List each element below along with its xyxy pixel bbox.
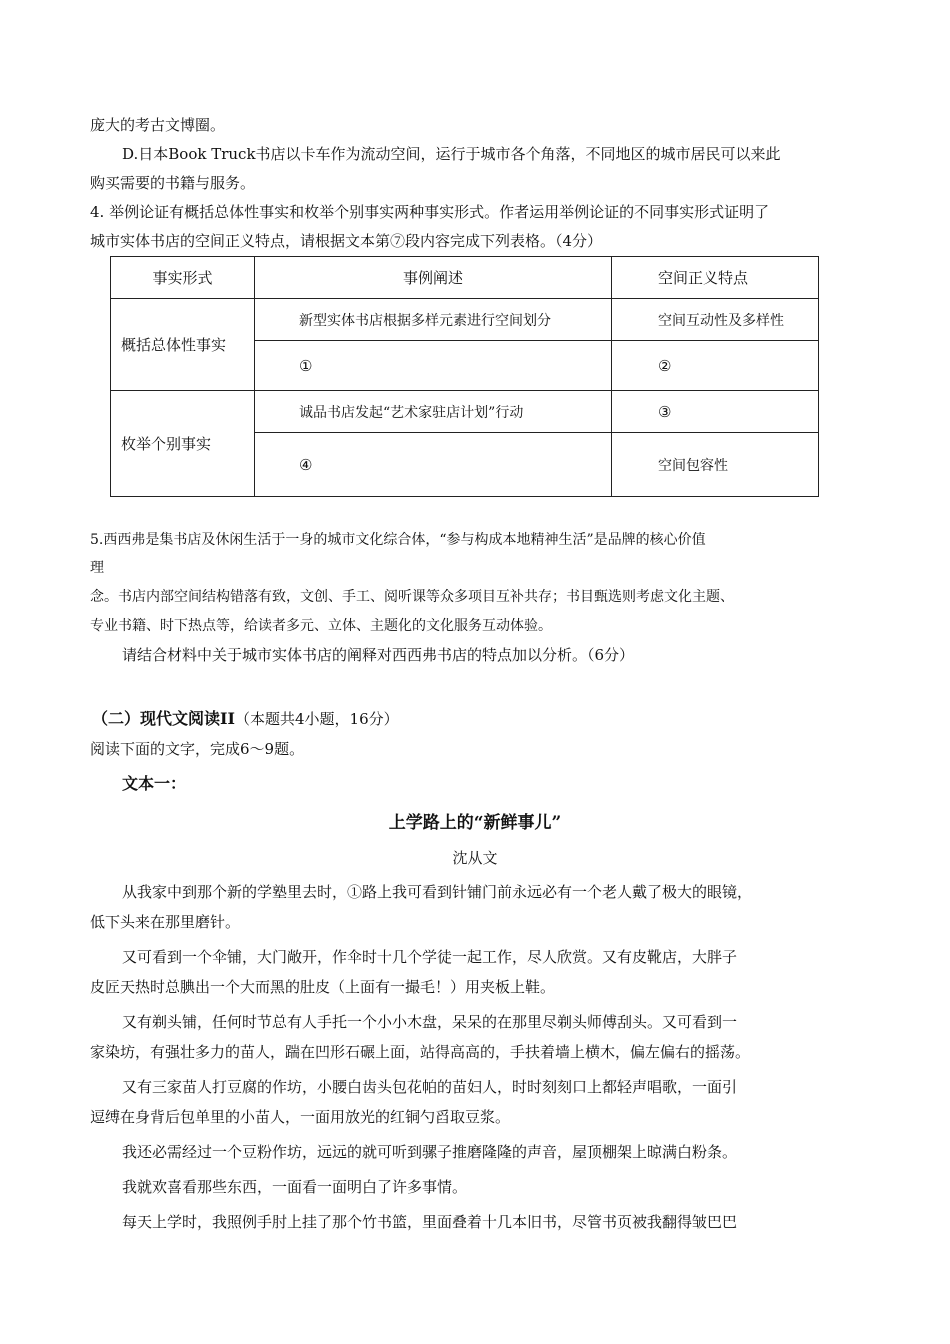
table-cell-feature: 空间互动性及多样性 <box>612 299 819 341</box>
question-4-line1: 4. 举例论证有概括总体性事实和枚举个别事实两种事实形式。作者运用举例论证的不同事实形式证明了 <box>90 203 770 221</box>
blank-answer-4: ④ <box>255 433 612 497</box>
blank-answer-1: ① <box>255 341 612 391</box>
group-general-fact: 概括总体性事实 <box>111 299 255 391</box>
question-5-line1: 5.西西弗是集书店及休闲生活于一身的城市文化综合体，“参与构成本地精神生活”是品牌的核心价值 <box>90 532 706 548</box>
header-example: 事例阐述 <box>255 257 612 299</box>
paragraph-line: 家染坊，有强壮多力的苗人，踹在凹形石碾上面，站得高高的，手扶着墙上横木，偏左偏右的摇荡。 <box>90 1043 751 1061</box>
paragraph-line: 低下头来在那里磨针。 <box>90 913 241 931</box>
paragraph-line: 从我家中到那个新的学塾里去时，①路上我可看到针铺门前永远必有一个老人戴了极大的眼镜， <box>122 883 753 901</box>
table-cell-example: 诚品书店发起“艺术家驻店计划”行动 <box>255 391 612 433</box>
question-4-line2: 城市实体书店的空间正义特点，请根据文本第⑦段内容完成下列表格。（4分） <box>90 232 603 250</box>
section-heading <box>92 709 399 729</box>
paragraph-line: 我还必需经过一个豆粉作坊，远远的就可听到骡子推磨隆隆的声音，屋顶棚架上晾满白粉条。 <box>122 1143 738 1161</box>
question-5-line2: 理 <box>90 560 104 576</box>
question-5-prompt: 请结合材料中关于城市实体书店的阐释对西西弗书店的特点加以分析。（6分） <box>122 646 635 664</box>
section-title: （二）现代文阅读II <box>92 709 235 728</box>
group-individual-fact: 枚举个别事实 <box>111 391 255 497</box>
paragraph-line: 又有剃头铺，任何时节总有人手托一个小小木盘，呆呆的在那里尽剃头师傅刮头。又可看到一 <box>122 1013 738 1031</box>
blank-answer-2: ② <box>612 341 819 391</box>
option-d-line1: D.日本Book Truck书店以卡车作为流动空间，运行于城市各个角落，不同地区的城市居民可以来此 <box>122 145 781 163</box>
q3-tail-line: 庞大的考古文博圈。 <box>90 116 226 134</box>
table-row <box>111 391 819 433</box>
table-cell-example: 新型实体书店根据多样元素进行空间划分 <box>255 299 612 341</box>
question-5-line4: 专业书籍、时下热点等，给读者多元、立体、主题化的文化服务互动体验。 <box>90 618 552 634</box>
section-note: （本题共4小题，16分） <box>234 710 399 728</box>
table-header-row <box>111 257 819 299</box>
reading-instruction: 阅读下面的文字，完成6～9题。 <box>90 740 305 758</box>
paragraph-line: 皮匠天热时总腆出一个大而黑的肚皮（上面有一撮毛！）用夹板上鞋。 <box>90 978 556 996</box>
header-feature: 空间正义特点 <box>612 257 819 299</box>
paragraph-line: 又有三家苗人打豆腐的作坊，小腰白齿头包花帕的苗妇人，时时刻刻口上都轻声唱歌，一面引 <box>122 1078 738 1096</box>
paragraph-line: 每天上学时，我照例手肘上挂了那个竹书篮，里面叠着十几本旧书，尽管书页被我翻得皱巴巴 <box>122 1213 738 1231</box>
option-d-line2: 购买需要的书籍与服务。 <box>90 174 256 192</box>
blank-answer-3: ③ <box>612 391 819 433</box>
table-row <box>111 299 819 341</box>
fact-form-table <box>110 256 819 497</box>
article-author: 沈从文 <box>452 849 498 867</box>
table-cell-feature: 空间包容性 <box>612 433 819 497</box>
article-title: 上学路上的“新鲜事儿” <box>388 813 562 833</box>
header-fact-form: 事实形式 <box>111 257 255 299</box>
question-5-line3: 念。书店内部空间结构错落有致，文创、手工、阅听课等众多项目互补共存；书目甄选则考虑文化主题、 <box>90 589 734 605</box>
paragraph-line: 我就欢喜看那些东西，一面看一面明白了许多事情。 <box>122 1178 468 1196</box>
text-one-label: 文本一： <box>122 774 187 793</box>
paragraph-line: 逗缚在身背后包单里的小苗人，一面用放光的红铜勺舀取豆浆。 <box>90 1108 511 1126</box>
paragraph-line: 又可看到一个伞铺，大门敞开，作伞时十几个学徒一起工作，尽人欣赏。又有皮靴店，大胖子 <box>122 948 738 966</box>
